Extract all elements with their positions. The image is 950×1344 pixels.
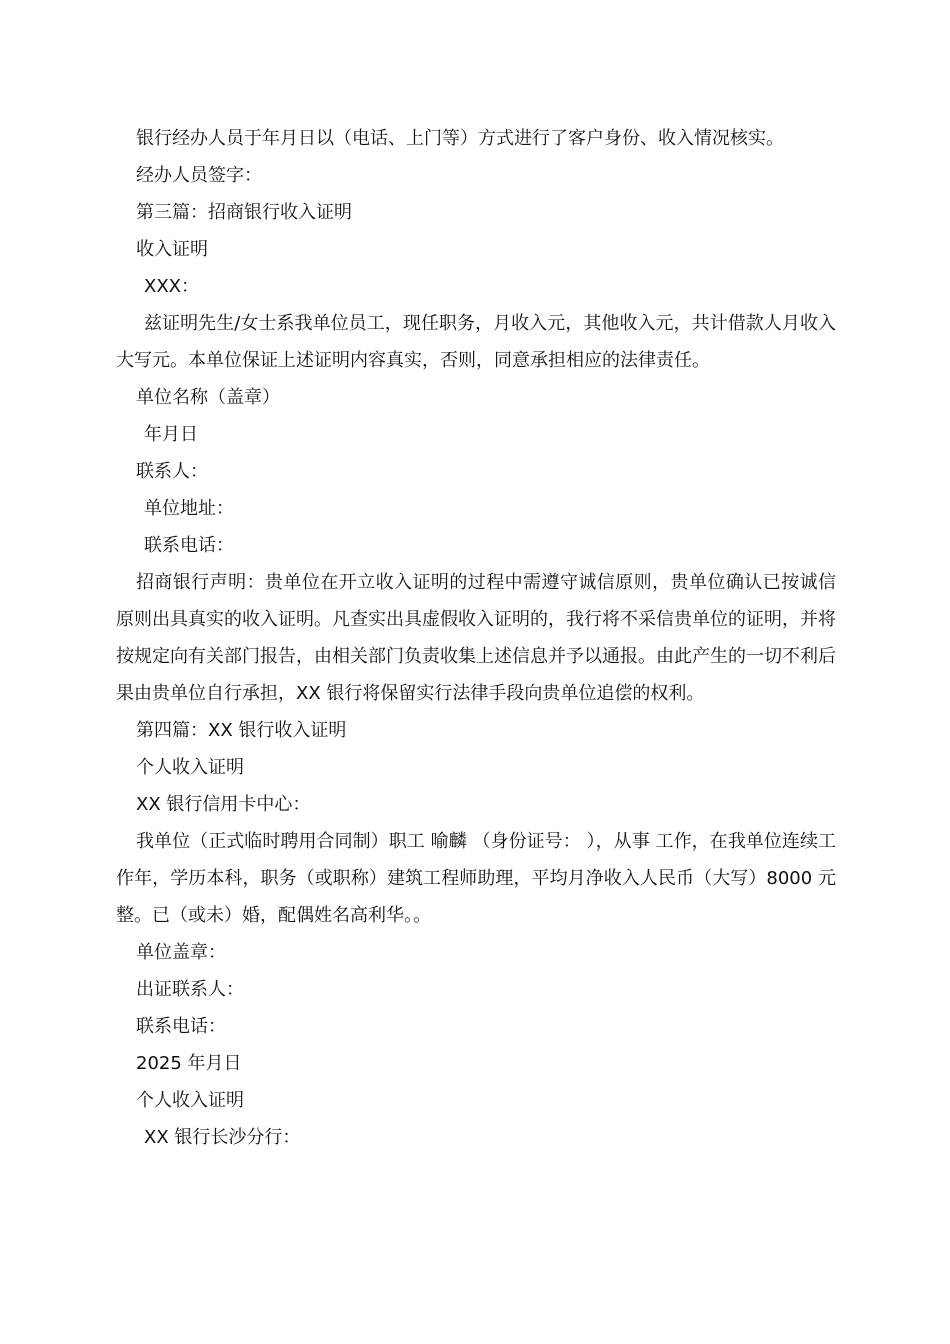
bank-declaration: 招商银行声明：贵单位在开立收入证明的过程中需遵守诚信原则，贵单位确认已按诚信原则出具真实的收入证明。凡查实出具虚假收入证明的，我行将不采信贵单位的证明，并将按规定向有关部门报告，由相关部门负责收集上述信息并予以通报。由此产生的一切不利后果由贵单位自行承担，XX 银行将保留实行法律手段向贵单位追偿的权利。 — [116, 572, 836, 704]
issuing-contact-label: 出证联系人： — [136, 979, 244, 1000]
officer-signature-label: 经办人员签字： — [136, 165, 262, 186]
personal-income-title-2: 个人收入证明 — [136, 1090, 244, 1111]
section-heading-3: 第三篇：招商银行收入证明 — [136, 202, 352, 223]
verification-note: 银行经办人员于年月日以（电话、上门等）方式进行了客户身份、收入情况核实。 — [136, 128, 784, 149]
contact-phone-label: 联系电话： — [144, 535, 234, 556]
document-body — [116, 120, 836, 1156]
year-date-label: 2025 年月日 — [136, 1053, 242, 1074]
phone-label: 联系电话： — [136, 1016, 226, 1037]
contact-person-label: 联系人： — [136, 461, 208, 482]
certificate-title: 收入证明 — [136, 239, 208, 260]
date-label: 年月日 — [144, 424, 198, 445]
company-seal-label: 单位盖章： — [136, 942, 226, 963]
addressee-changsha-branch: XX 银行长沙分行： — [144, 1127, 301, 1148]
company-name-seal-label: 单位名称（盖章） — [136, 387, 280, 408]
personal-income-title: 个人收入证明 — [136, 757, 244, 778]
company-address-label: 单位地址： — [144, 498, 234, 519]
employment-statement: 我单位（正式临时聘用合同制）职工 喻麟 （身份证号： ），从事 工作，在我单位连续工作年，学历本科，职务（或职称）建筑工程师助理，平均月净收入人民币（大写）8000 元整。已（或未）婚，配偶姓名高利华。。 — [116, 831, 836, 926]
addressee: XXX： — [144, 276, 199, 297]
certificate-statement: 兹证明先生/女士系我单位员工，现任职务，月收入元，其他收入元，共计借款人月收入大写元。本单位保证上述证明内容真实，否则，同意承担相应的法律责任。 — [116, 313, 836, 371]
section-heading-4: 第四篇：XX 银行收入证明 — [136, 720, 347, 741]
addressee-credit-card-center: XX 银行信用卡中心： — [136, 794, 311, 815]
